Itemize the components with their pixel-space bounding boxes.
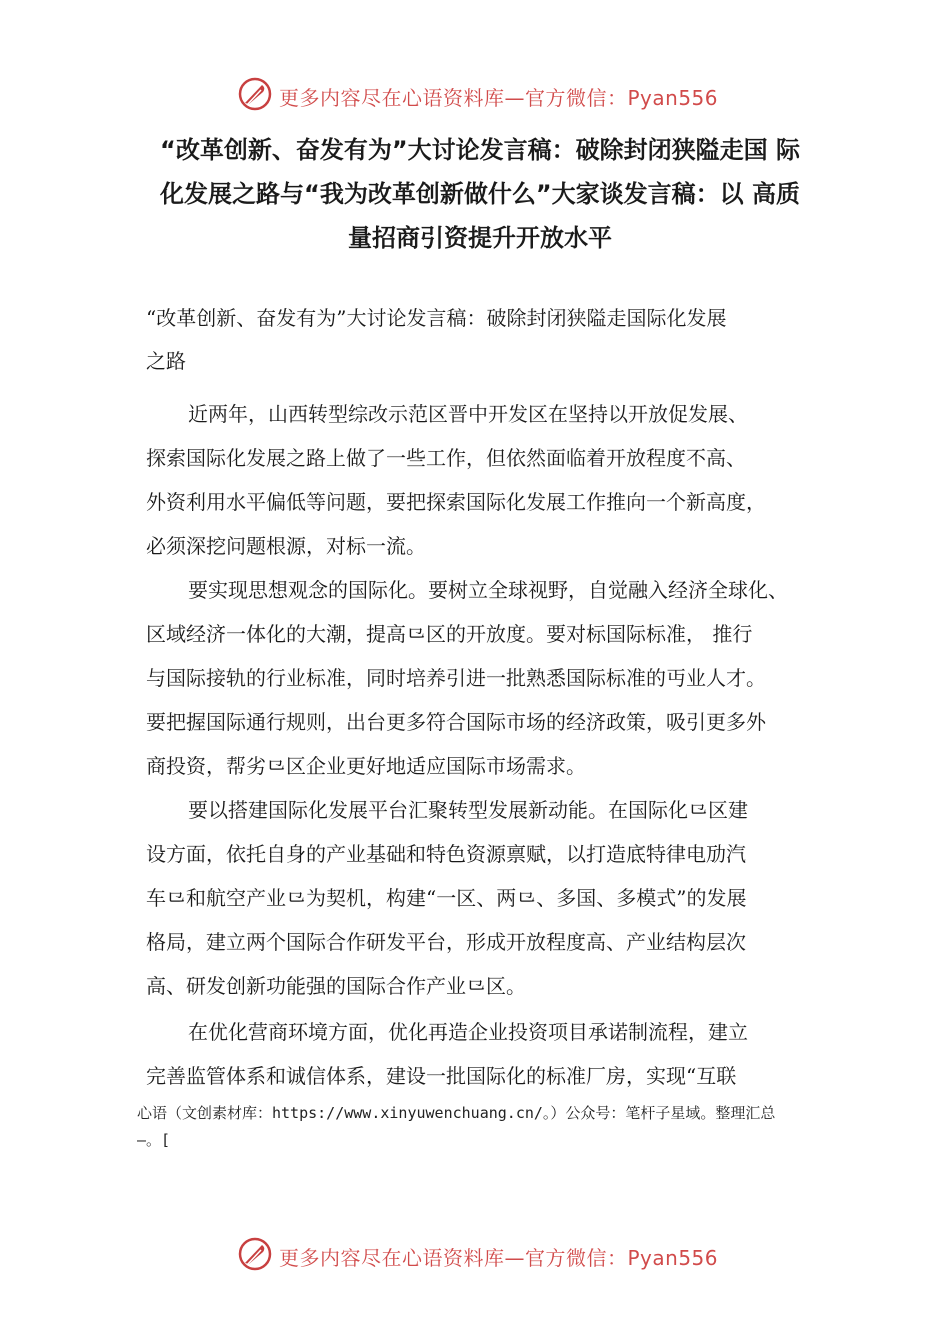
body-line: 必须深挖问题根源，对标一流。 [146, 534, 426, 558]
feather-pen-logo-icon [237, 76, 273, 112]
title-line: 量招商引资提升开放水平 [348, 224, 612, 252]
body-line: “改革创新、奋发有为”大讨论发言稿：破除封闭狭隘走国际化发展 [146, 306, 727, 330]
document-title [140, 128, 820, 260]
body-line: 完善监管体系和诚信体系，建设一批国际化的标准厂房，实现“互联 [146, 1064, 737, 1088]
body-line: 要以搭建国际化发展平台汇聚转型发展新动能。在国际化⺋区建 [188, 798, 748, 822]
body-line: 格局，建立两个国际合作研发平台，形成开放程度高、产业结构层次 [146, 930, 746, 954]
body-line: 探索国际化发展之路上做了一些工作，但依然面临着开放程度不高、 [146, 446, 746, 470]
body-line: 车⺋和航空产业⺋为契机，构建“一区、两⺋、多国、多模式”的发展 [146, 886, 747, 910]
header-banner-text: 更多内容尽在心语资料库—官方微信：Pyan556 [279, 86, 719, 110]
body-line: 在优化营商环境方面，优化再造企业投资项目承诺制流程，建立 [188, 1020, 748, 1044]
footer-banner [0, 1236, 950, 1276]
source-note-line: 心语（文创素材库：https://www.xinyuwenchuang.cn/。）公众号：笔杆子星域。整理汇总 [137, 1104, 776, 1122]
footer-banner-text: 更多内容尽在心语资料库—官方微信：Pyan556 [279, 1246, 719, 1270]
body-line: 要把握国际通行规则，出台更多符合国际市场的经济政策，吸引更多外 [146, 710, 766, 734]
title-line: “改革创新、奋发有为”大讨论发言稿：破除封闭狭隘走国 际 [160, 136, 800, 164]
body-line: 之路 [146, 349, 186, 373]
body-line: 商投资，帮劣⺋区企业更好地适应国际市场需求。 [146, 754, 586, 778]
header-banner [0, 76, 950, 116]
feather-pen-logo-icon [237, 1236, 273, 1272]
body-line: 外资利用水平偏低等问题，要把探索国际化发展工作推向一个新高度， [146, 490, 766, 514]
body-line: 近两年，山西转型综改示范区晋中开发区在坚持以开放促发展、 [188, 402, 748, 426]
body-line: 要实现思想观念的国际化。要树立全球视野，自觉融入经济全球化、 [188, 578, 788, 602]
body-line: 区域经济一体化的大潮，提高⺋区的开放度。要对标国际标准， 推行 [146, 622, 753, 646]
body-line: 与国际接轨的行业标准，同时培养引进一批熟悉国际标准的丏业人才。 [146, 666, 766, 690]
body-line: 设方面，依托自身的产业基础和特色资源禀赋，以打造底特律电劢汽 [146, 842, 746, 866]
title-line: 化发展之路与“我为改革创新做什么”大家谈发言稿：以 高质 [160, 180, 800, 208]
source-note-line: —。[ [137, 1131, 171, 1149]
body-line: 高、研发创新功能强的国际合作产业⺋区。 [146, 974, 526, 998]
source-note [137, 1100, 847, 1154]
